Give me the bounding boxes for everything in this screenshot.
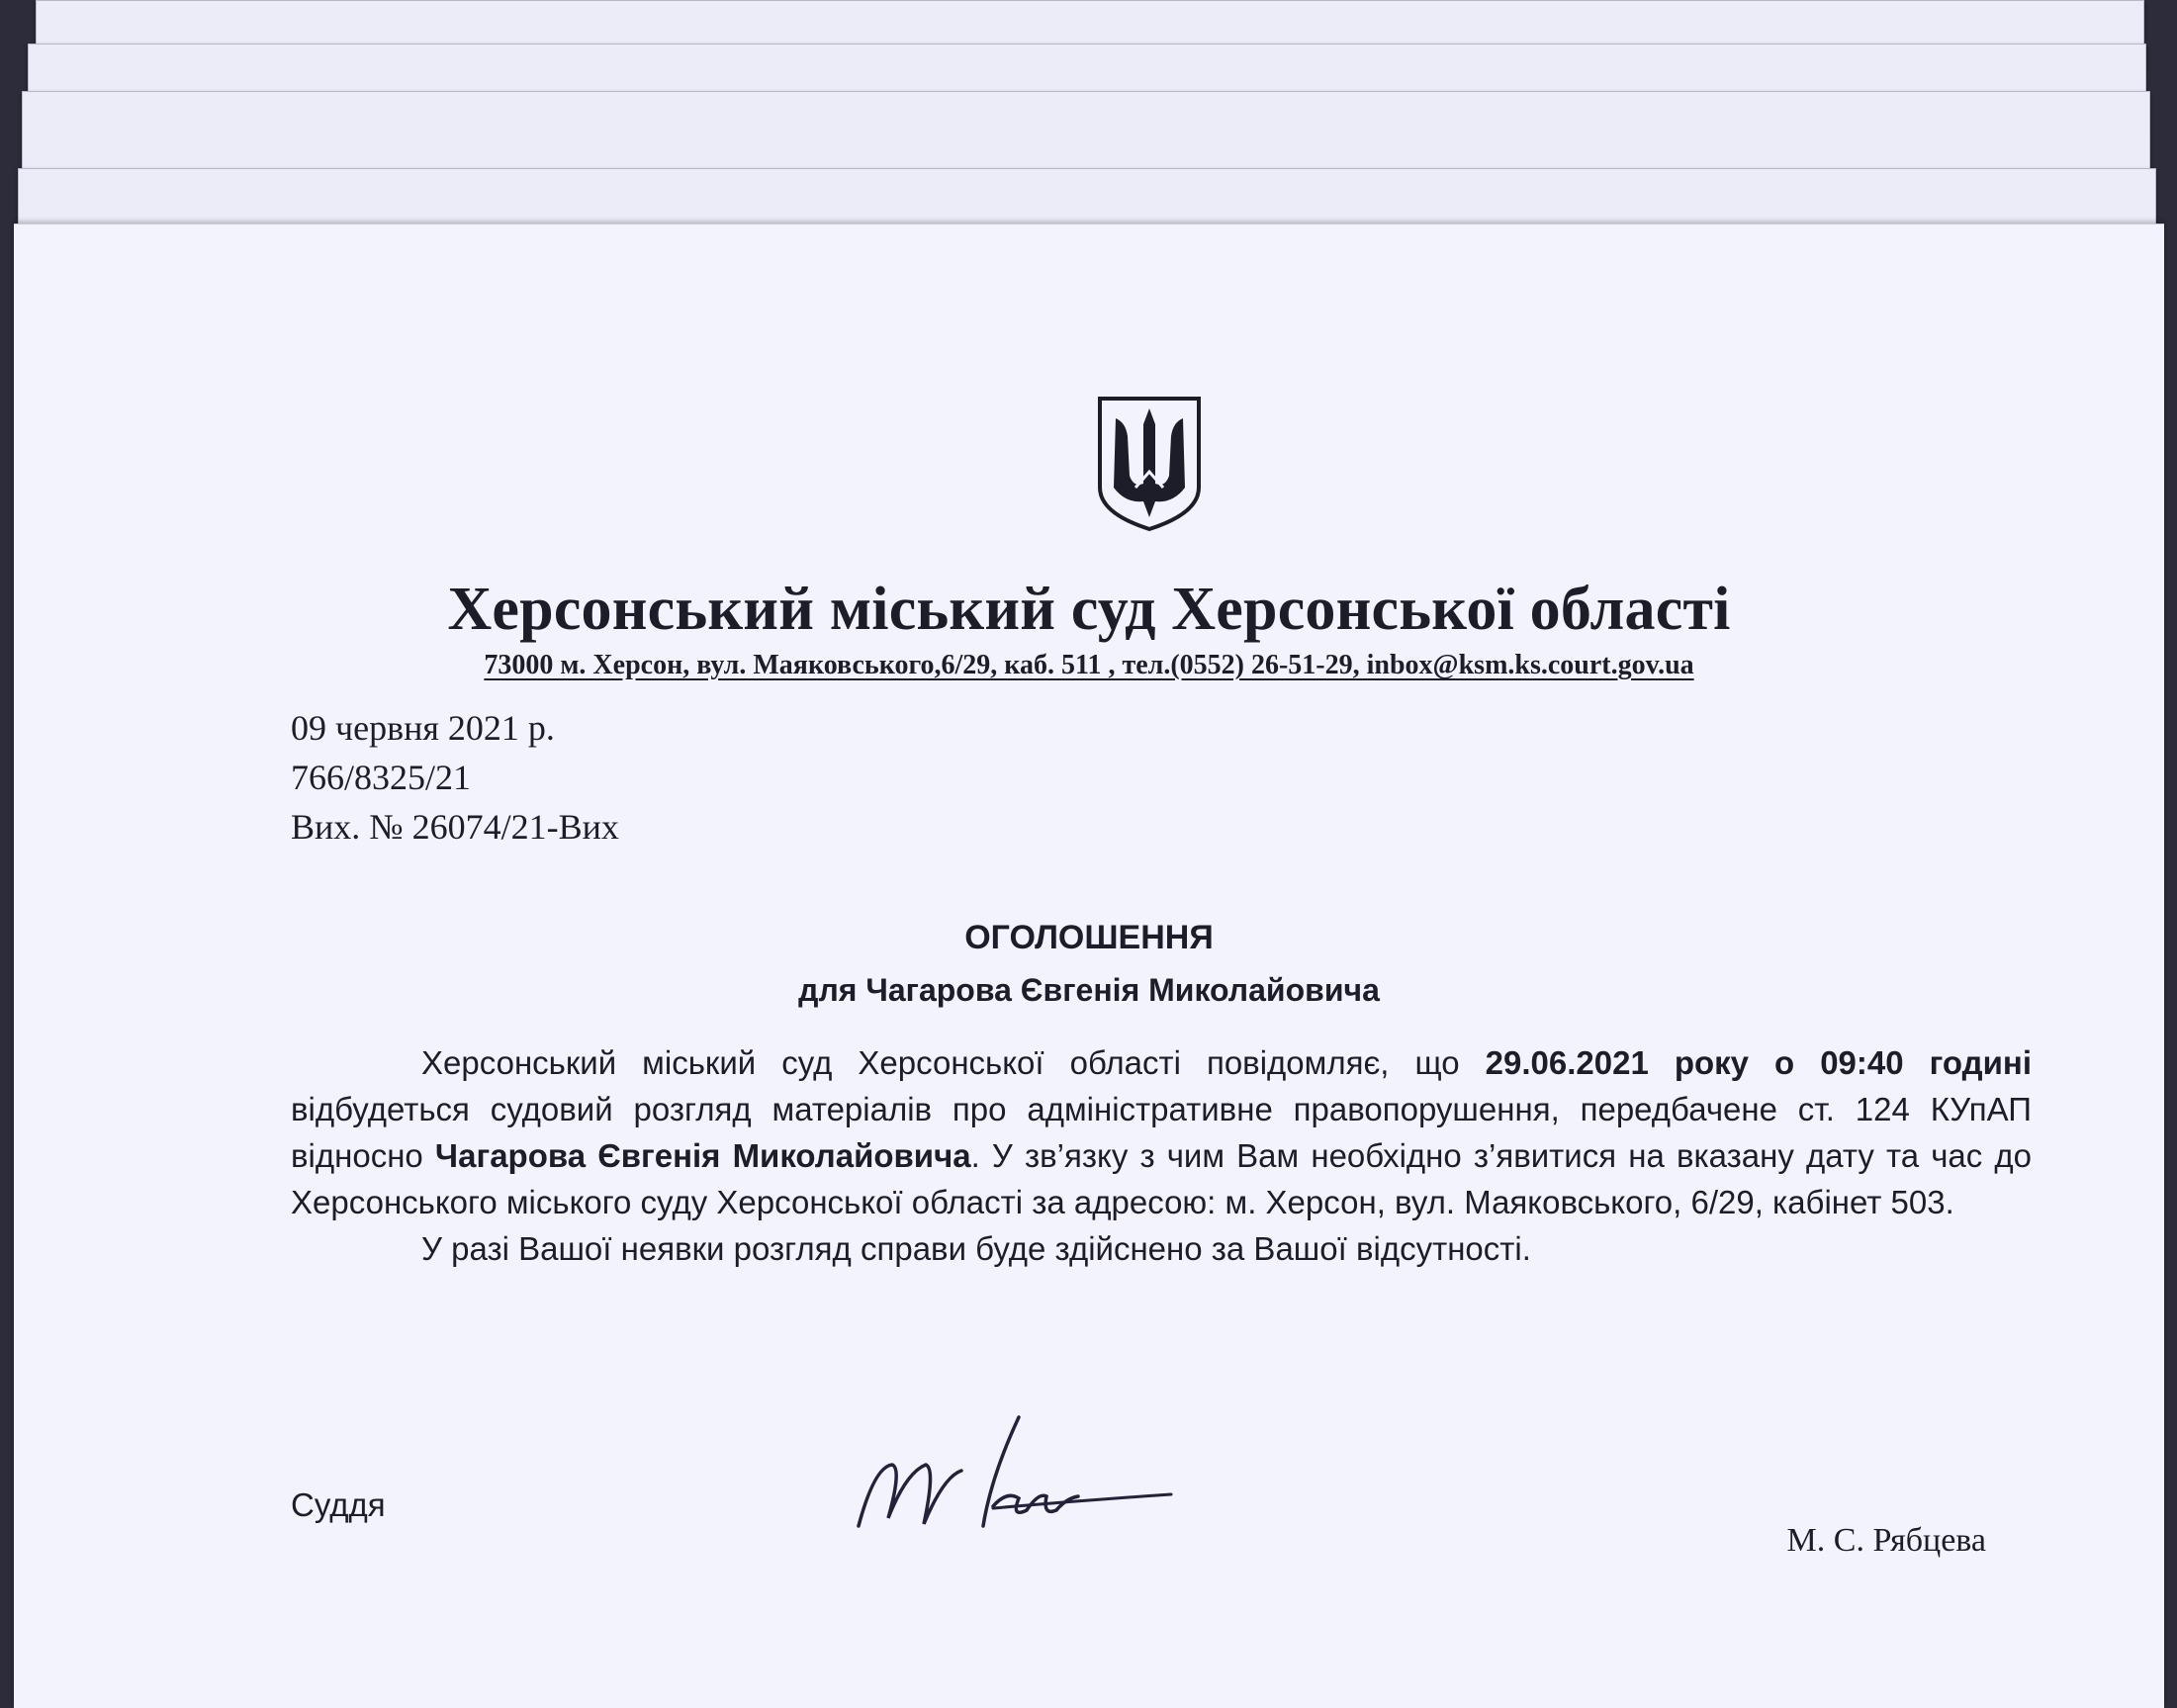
hearing-datetime: 29.06.2021 року о 09:40 годині: [1485, 1044, 2032, 1081]
handwritten-signature-icon: [845, 1407, 1181, 1566]
court-address: 73000 м. Херсон, вул. Маяковського,6/29, каб. 511 , тел.(0552) 26-51-29, inbox@ksm.ks.court.gov.ua: [484, 650, 1694, 680]
coat-of-arms-of-ukraine-icon: [1094, 393, 1205, 533]
body-text-segment: Херсонський міський суд Херсонської області повідомляє, що: [421, 1044, 1486, 1081]
body-text-segment: . У зв’язку з чим Вам необхідно з’явитися на вказану дату та час до Херсонського міського суду Херсонської області за адресою: м. Херсон, вул. Маяковського, 6/29, кабінет 503.: [291, 1137, 2032, 1220]
body-paragraph: [291, 1039, 2032, 1225]
outgoing-number: Вих. № 26074/21-Вих: [291, 807, 619, 847]
defendant-name: Чагарова Євгенія Миколайовича: [434, 1137, 971, 1174]
court-notice-page: [14, 224, 2164, 1708]
judge-label: Суддя: [291, 1486, 386, 1523]
notice-title: ОГОЛОШЕННЯ: [964, 919, 1214, 956]
document-meta: [291, 703, 619, 852]
notice-body: [291, 1039, 2032, 1272]
notice-subtitle: для Чагарова Євгенія Миколайовича: [798, 972, 1380, 1008]
body-text-segment: відбудеться судовий розгляд матеріалів про адміністративне правопорушення, передбачене ст. 124 КУпАП відносно: [291, 1091, 2032, 1174]
body-paragraph: У разі Вашої неявки розгляд справи буде здійснено за Вашої відсутності.: [421, 1230, 1531, 1267]
document-date: 09 червня 2021 р.: [291, 708, 555, 748]
judge-name: М. С. Рябцева: [1786, 1522, 1986, 1559]
court-title: Херсонський міський суд Херсонської області: [447, 576, 1731, 643]
case-number: 766/8325/21: [291, 758, 472, 797]
